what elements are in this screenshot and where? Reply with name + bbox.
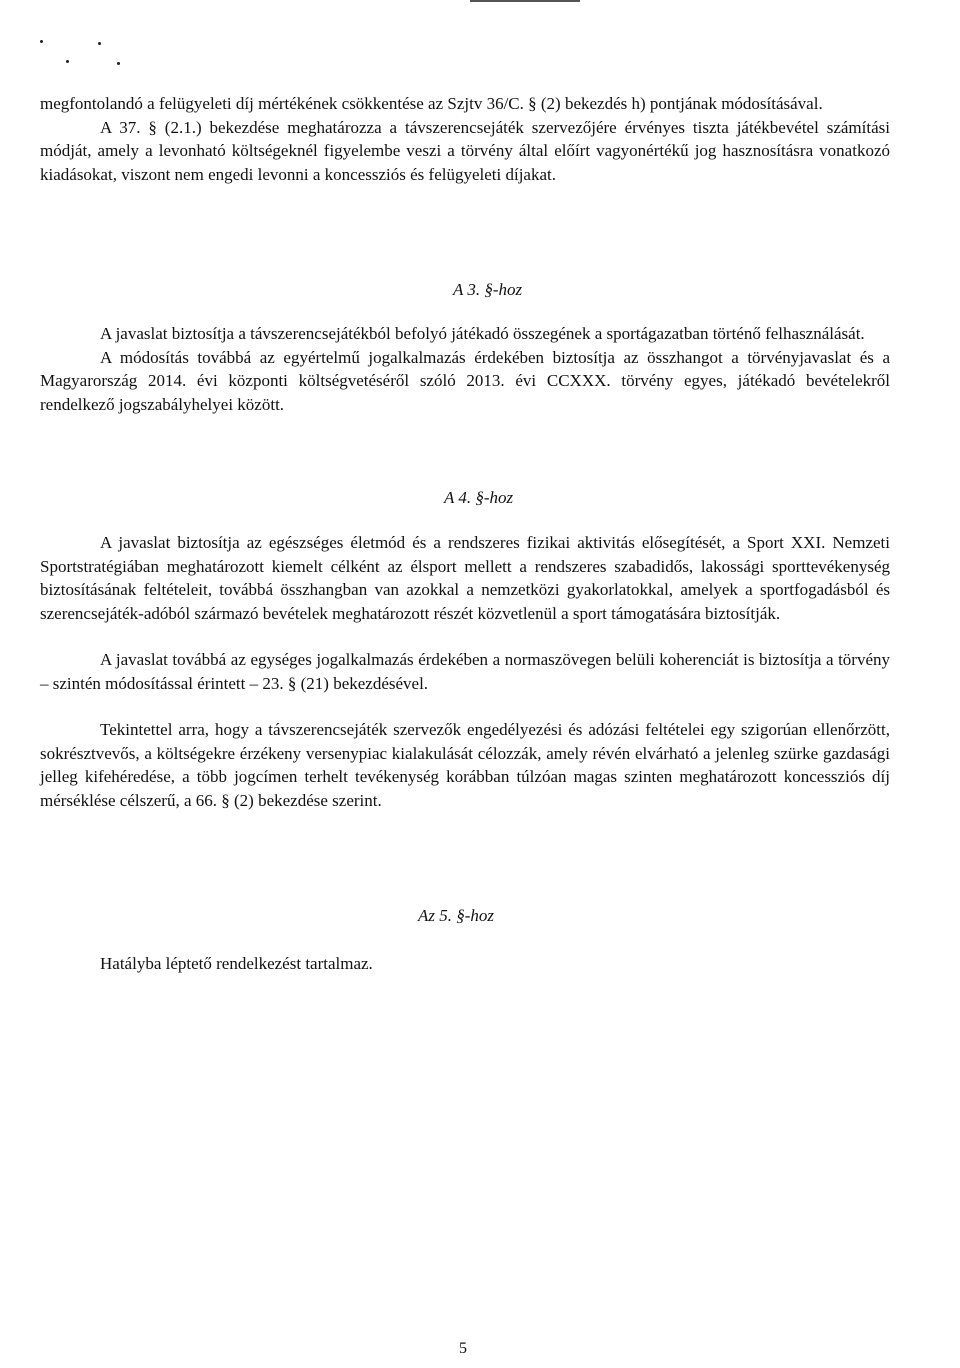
section-5-block (100, 952, 890, 976)
section-4-block (40, 531, 890, 812)
section-5-heading: Az 5. §-hoz (418, 906, 495, 925)
section-3-block (40, 322, 890, 416)
section-4-paragraph-1: A javaslat biztosítja az egészséges életmód és a rendszeres fizikai aktivitás elősegítését, a Sport XXI. Nemzeti Sportstratégiában meghatározott kiemelt célként az élsport mellett a rendszeres szabadidős, lakossági sporttevékenység biztosításának feltételeit, továbbá összhangban van azokkal a nemzetközi gyakorlatokkal, amelyek a sportfogadásból és szerencsejáték-adóból származó bevételek meghatározott részét közvetlenül a sport támogatására biztosítják. (40, 533, 890, 623)
intro-block (40, 92, 890, 186)
section-4-heading: A 4. §-hoz (444, 488, 514, 507)
top-rule (470, 0, 580, 2)
intro-paragraph-2: A 37. § (2.1.) bekezdése meghatározza a távszerencsejáték szervezőjére érvényes tiszta játékbevétel számítási módját, amely a levonható költségeknél figyelembe veszi a törvény által előírt vagyonértékű jog hasznosításra vonatkozó kiadásokat, viszont nem engedi levonni a koncessziós és felügyeleti díjakat. (40, 117, 890, 184)
section-3-heading: A 3. §-hoz (453, 280, 523, 299)
page-number: 5 (459, 1340, 467, 1357)
section-4-paragraph-3: Tekintettel arra, hogy a távszerencsejáték szervezők engedélyezési és adózási feltételei egy szigorúan ellenőrzött, sokrésztvevős, a költségekre érzékeny versenypiac kialakulását célozzák, amely révén elvárható a jelenleg szürke gazdasági jelleg kifehéredése, a több jogcímen terhelt tevékenység korábban túlzóan magas szinten meghatározott koncessziós díj mérséklése célszerű, a 66. § (2) bekezdése szerint. (40, 720, 890, 810)
scan-speck (66, 60, 69, 63)
scan-speck (117, 62, 120, 65)
scan-speck (40, 40, 43, 43)
scan-speck (98, 42, 101, 45)
section-3-paragraph-1: A javaslat biztosítja a távszerencsejátékból befolyó játékadó összegének a sportágazatban történő felhasználását. (100, 324, 865, 343)
intro-paragraph-1: megfontolandó a felügyeleti díj mértékének csökkentése az Szjtv 36/C. § (2) bekezdés h) pontjának módosításával. (40, 94, 823, 113)
section-3-paragraph-2: A módosítás továbbá az egyértelmű jogalkalmazás érdekében biztosítja az összhangot a törvényjavaslat és a Magyarország 2014. évi központi költségvetéséről szóló 2013. évi CCXXX. törvény egyes, játékadó bevételekről rendelkező jogszabályhelyei között. (40, 347, 890, 414)
section-4-paragraph-2: A javaslat továbbá az egységes jogalkalmazás érdekében a normaszövegen belüli koherenciát is biztosítja a törvény – szintén módosítással érintett – 23. § (21) bekezdésével. (40, 650, 890, 693)
section-5-paragraph-1: Hatályba léptető rendelkezést tartalmaz. (100, 954, 373, 973)
